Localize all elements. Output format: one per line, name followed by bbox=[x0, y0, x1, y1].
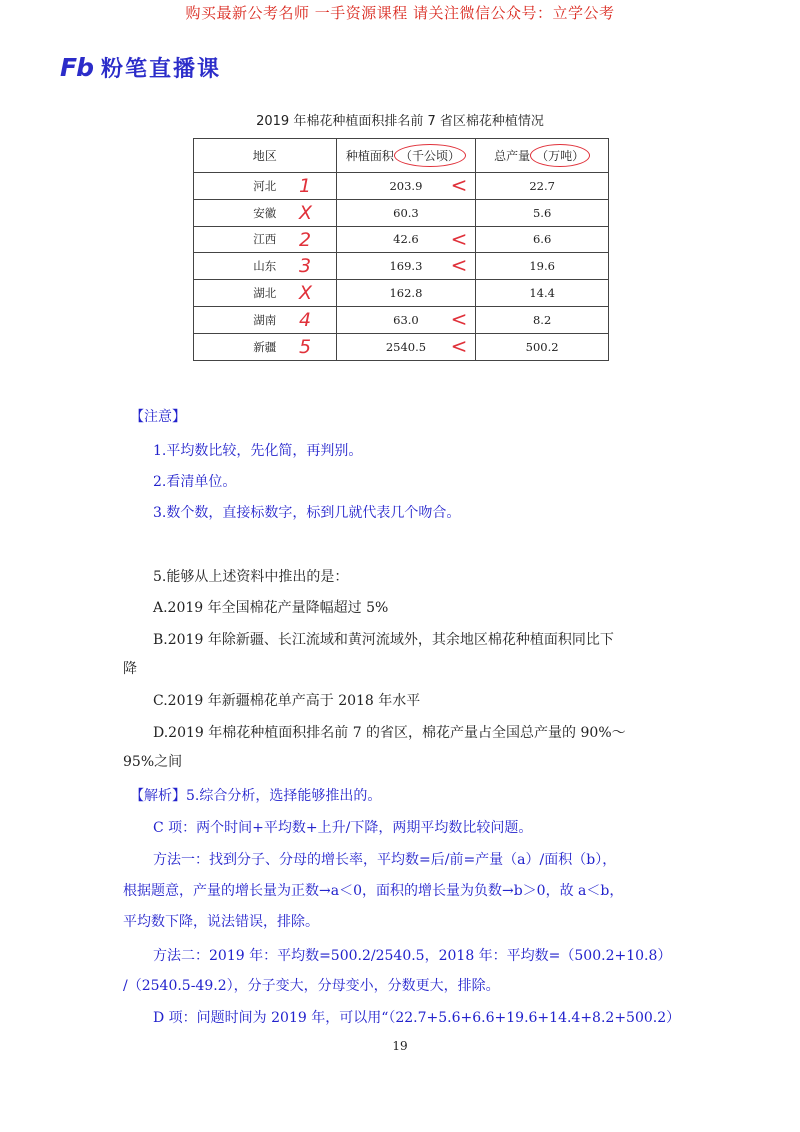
method1-line: 方法一：找到分子、分母的增长率，平均数=后/前=产量（a）/面积（b）， bbox=[153, 852, 617, 868]
area-value: 42.6 bbox=[393, 232, 419, 247]
header-area bbox=[336, 139, 476, 173]
region-cell bbox=[194, 333, 337, 360]
output-cell: 5.6 bbox=[476, 199, 609, 226]
header-region: 地区 bbox=[194, 139, 337, 173]
header-area-label: 种植面积 bbox=[345, 149, 394, 163]
analysis-d-item: D 项：问题时间为 2019 年，可以用“（22.7+5.6+6.6+19.6+14.4+8.2+500.2） bbox=[153, 1010, 681, 1026]
table-row bbox=[194, 280, 609, 307]
output-cell: 19.6 bbox=[476, 253, 609, 280]
method2-line: /（2540.5-49.2），分子变大，分母变小，分数更大，排除。 bbox=[123, 978, 500, 994]
option-b-cont: 降 bbox=[123, 661, 137, 677]
note-item: 1.平均数比较，先化简，再判别。 bbox=[153, 443, 363, 459]
handwritten-mark: X bbox=[299, 201, 313, 224]
output-unit-circled: （万吨） bbox=[530, 144, 590, 167]
area-cell bbox=[336, 173, 476, 200]
region-cell bbox=[194, 226, 337, 253]
page-number: 19 bbox=[392, 1039, 408, 1053]
region-cell bbox=[194, 306, 337, 333]
handwritten-mark: 3 bbox=[299, 255, 312, 278]
note-item: 2.看清单位。 bbox=[153, 474, 237, 490]
output-cell: 6.6 bbox=[476, 226, 609, 253]
table-header-row bbox=[194, 139, 609, 173]
area-cell bbox=[336, 306, 476, 333]
handwritten-less-than: < bbox=[450, 226, 468, 251]
question-stem: 5.能够从上述资料中推出的是： bbox=[153, 569, 349, 585]
area-value: 203.9 bbox=[389, 178, 423, 193]
header-output-label: 总产量 bbox=[494, 149, 531, 163]
logo-text: 粉笔直播课 bbox=[100, 57, 221, 82]
handwritten-mark: 1 bbox=[299, 175, 312, 197]
region-name: 江西 bbox=[253, 232, 277, 247]
handwritten-mark: 5 bbox=[299, 335, 312, 358]
region-name: 安徽 bbox=[253, 205, 277, 220]
table-row bbox=[194, 199, 609, 226]
area-value: 60.3 bbox=[393, 205, 419, 220]
output-cell: 8.2 bbox=[476, 306, 609, 333]
area-unit-circled: （千公顷） bbox=[394, 144, 466, 167]
region-cell bbox=[194, 173, 337, 200]
area-cell bbox=[336, 199, 476, 226]
area-cell bbox=[336, 333, 476, 360]
region-name: 山东 bbox=[253, 259, 277, 274]
handwritten-mark: 4 bbox=[299, 308, 312, 331]
note-item: 3.数个数，直接标数字，标到几就代表几个吻合。 bbox=[153, 505, 461, 521]
analysis-heading-line bbox=[130, 785, 381, 805]
handwritten-less-than: < bbox=[450, 306, 468, 331]
header-output bbox=[476, 139, 609, 173]
area-value: 63.0 bbox=[393, 312, 419, 327]
top-banner: 购买最新公考名师 一手资源课程 请关注微信公众号：立学公考 bbox=[185, 4, 615, 22]
area-cell bbox=[336, 253, 476, 280]
brand-logo bbox=[60, 52, 221, 83]
area-cell bbox=[336, 280, 476, 307]
option-d: D.2019 年棉花种植面积排名前 7 的省区，棉花产量占全国总产量的 90%～ bbox=[153, 725, 626, 741]
handwritten-less-than: < bbox=[450, 333, 468, 358]
area-cell bbox=[336, 226, 476, 253]
output-cell: 500.2 bbox=[476, 333, 609, 360]
table-row bbox=[194, 306, 609, 333]
region-name: 湖北 bbox=[253, 286, 277, 301]
handwritten-mark: X bbox=[299, 282, 313, 305]
option-d-cont: 95%之间 bbox=[123, 754, 183, 770]
table-row bbox=[194, 226, 609, 253]
region-name: 湖南 bbox=[253, 312, 277, 327]
region-cell bbox=[194, 280, 337, 307]
region-cell bbox=[194, 253, 337, 280]
table-title: 2019 年棉花种植面积排名前 7 省区棉花种植情况 bbox=[256, 114, 544, 129]
region-name: 河北 bbox=[253, 178, 277, 193]
handwritten-less-than: < bbox=[450, 173, 468, 197]
table-row bbox=[194, 253, 609, 280]
handwritten-less-than: < bbox=[450, 253, 468, 278]
cotton-table bbox=[193, 138, 609, 361]
handwritten-mark: 2 bbox=[299, 228, 312, 251]
method2-line: 方法二：2019 年：平均数=500.2/2540.5，2018 年：平均数=（500.2+10.8） bbox=[153, 948, 672, 964]
notes-heading: 【注意】 bbox=[130, 409, 186, 425]
output-cell: 22.7 bbox=[476, 173, 609, 200]
region-cell bbox=[194, 199, 337, 226]
analysis-summary: 5.综合分析，选择能够推出的。 bbox=[186, 788, 382, 804]
analysis-c-item: C 项：两个时间+平均数+上升/下降，两期平均数比较问题。 bbox=[153, 820, 533, 836]
area-value: 2540.5 bbox=[385, 339, 427, 354]
area-value: 169.3 bbox=[389, 259, 423, 274]
option-c: C.2019 年新疆棉花单产高于 2018 年水平 bbox=[153, 693, 421, 709]
output-cell: 14.4 bbox=[476, 280, 609, 307]
region-name: 新疆 bbox=[253, 339, 277, 354]
option-a: A.2019 年全国棉花产量降幅超过 5% bbox=[153, 600, 389, 616]
table-row bbox=[194, 333, 609, 360]
analysis-heading: 【解析】 bbox=[130, 788, 186, 804]
option-b: B.2019 年除新疆、长江流域和黄河流域外，其余地区棉花种植面积同比下 bbox=[153, 632, 614, 648]
area-value: 162.8 bbox=[389, 286, 423, 301]
method1-line: 根据题意，产量的增长量为正数→a＜0，面积的增长量为负数→b＞0，故 a＜b， bbox=[123, 883, 624, 899]
method1-line: 平均数下降，说法错误，排除。 bbox=[123, 914, 319, 930]
table-row bbox=[194, 173, 609, 200]
logo-mark: Fb bbox=[60, 53, 93, 82]
